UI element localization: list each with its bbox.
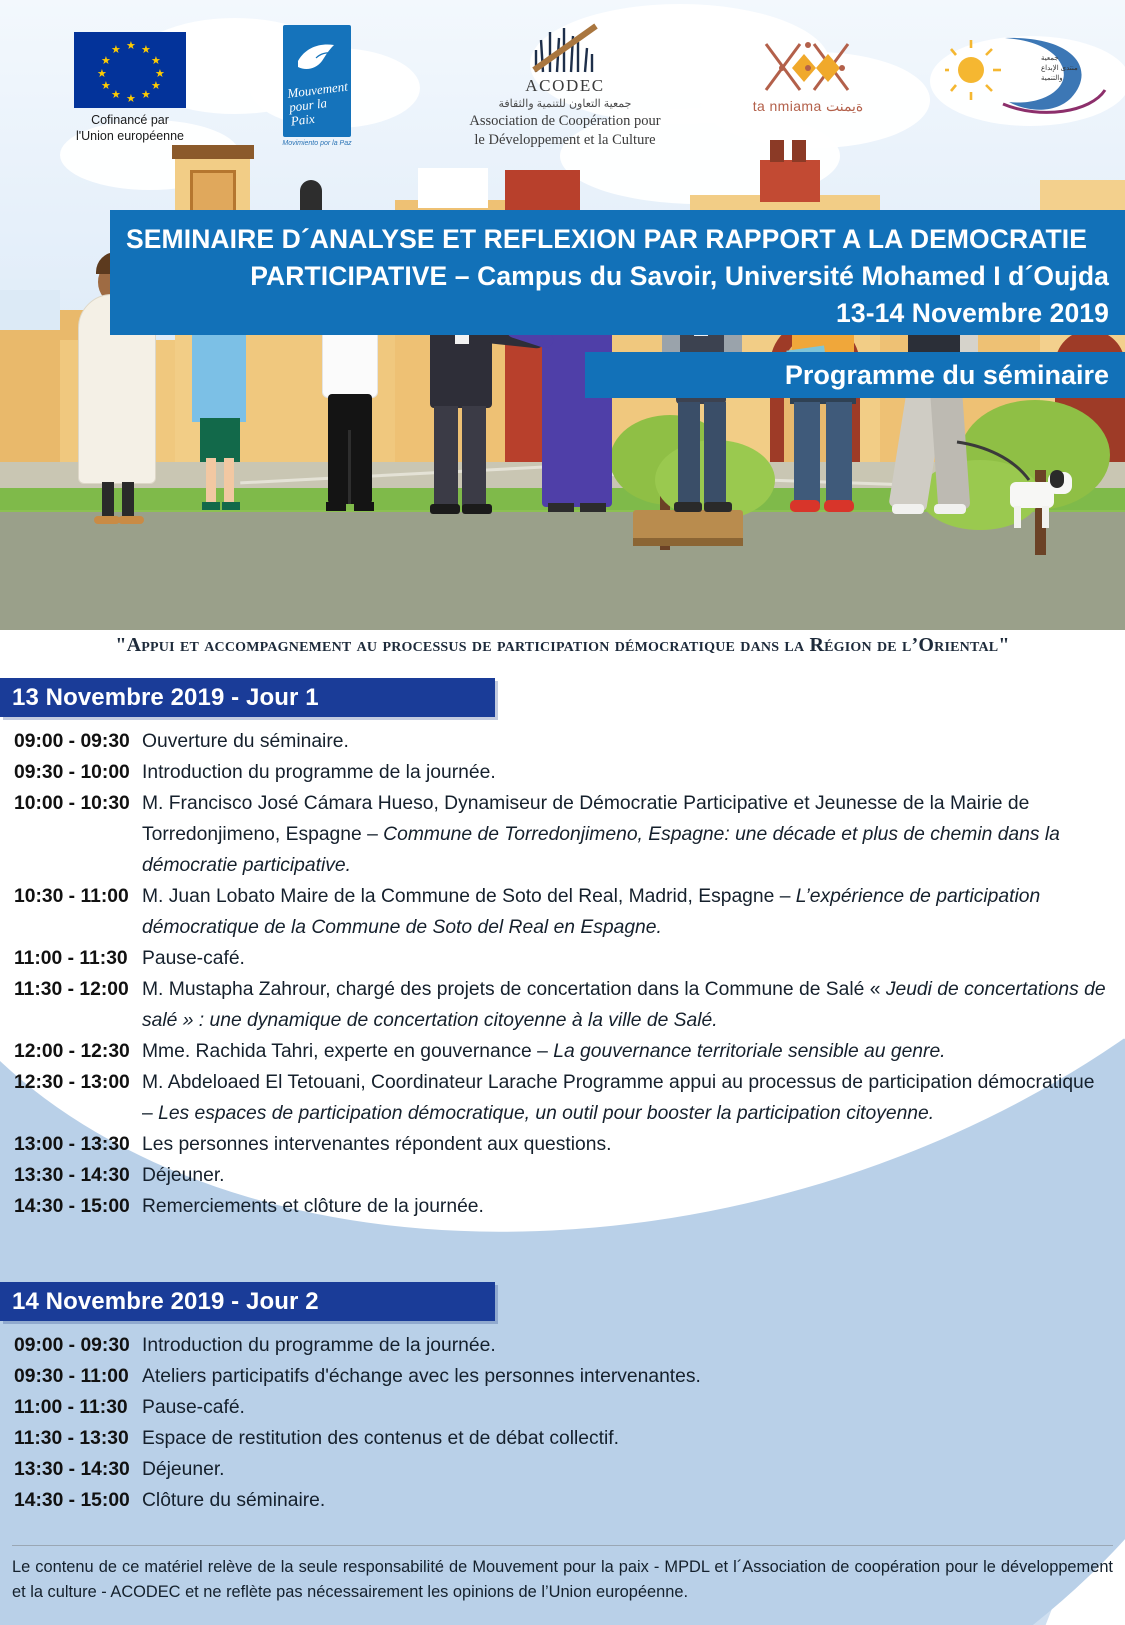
title-line-2: PARTICIPATIVE – Campus du Savoir, Université Mohamed I d´Oujda [250,261,1109,291]
schedule-row [0,788,1125,881]
bench [633,510,743,540]
schedule-time: 09:30 - 10:00 [14,762,130,783]
schedule-row [0,1129,1125,1160]
day2-heading-text: 14 Novembre 2019 - Jour 2 [12,1287,319,1315]
schedule-row [0,757,1125,788]
hero-illustration [0,0,1125,630]
schedule-row [0,1392,1125,1423]
schedule-time: 09:00 - 09:30 [14,1335,130,1356]
schedule-row [0,881,1125,943]
schedule-description [142,1067,1107,1129]
day1-rows [0,726,1125,1222]
schedule-time: 11:30 - 12:00 [14,979,129,1000]
schedule-time: 13:00 - 13:30 [14,1134,130,1155]
schedule-description [142,1330,1107,1361]
mpdl-logo [277,25,357,147]
schedule-row [0,1423,1125,1454]
mpdl-line1: Mouvement [286,78,349,101]
partner-logos [0,0,1125,170]
foreground-pavement [0,512,1125,630]
schedule-description-plain: Pause-café. [142,948,245,969]
schedule-description [142,1129,1107,1160]
day1-heading-text: 13 Novembre 2019 - Jour 1 [12,683,319,711]
title-line-1: SEMINAIRE D´ANALYSE ET REFLEXION PAR RAPPORT A LA DEMOCRATIE [126,224,1088,254]
schedule-time: 13:30 - 14:30 [14,1459,130,1480]
schedule-description-plain: M. Juan Lobato Maire de la Commune de Soto del Real, Madrid, Espagne – [142,886,796,907]
schedule-description-plain: Clôture du séminaire. [142,1490,326,1511]
dog-leash-icon [955,440,1045,490]
ong-logo [915,28,1095,120]
schedule-description-plain: Ouverture du séminaire. [142,731,349,752]
schedule-description [142,1423,1107,1454]
day1-header [0,678,495,717]
schedule-row [0,1330,1125,1361]
schedule-description-plain: M. Francisco José Cámara Hueso, Dynamiseur de Démocratie Participative et Jeunesse de la Mairie de Torredonjimeno, Espagne – [142,793,1030,845]
schedule-time: 13:30 - 14:30 [14,1165,130,1186]
schedule-description-plain: Remerciements et clôture de la journée. [142,1196,484,1217]
schedule-row [0,726,1125,757]
acodec-name: ACODEC [525,76,605,95]
schedule-description-plain: Ateliers participatifs d'échange avec les personnes intervenantes. [142,1366,701,1387]
schedule-time: 10:00 - 10:30 [14,793,130,814]
schedule-time: 11:30 - 13:30 [14,1428,129,1449]
tanmia-diamonds-icon [756,38,860,96]
schedule-row [0,1160,1125,1191]
mpdl-subline: Movimiento por la Paz [282,140,352,147]
schedule-time: 14:30 - 15:00 [14,1196,130,1217]
schedule-time: 11:00 - 11:30 [14,948,128,969]
window [300,180,322,214]
schedule-description [142,943,1107,974]
eu-logo-caption-line2: l'Union européenne [75,128,185,143]
schedule-row [0,974,1125,1036]
schedule-time: 12:30 - 13:00 [14,1072,130,1093]
tanmia-text: ta nmiama ةيمنت [752,98,864,114]
schedule-section [0,630,1125,1625]
schedule-description-plain: M. Mustapha Zahrour, chargé des projets de concertation dans la Commune de Salé « [142,979,886,1000]
schedule-row [0,1361,1125,1392]
acodec-subtitle-line1: Association de Coopération pour [469,113,661,129]
schedule-time: 14:30 - 15:00 [14,1490,130,1511]
schedule-description-plain: Introduction du programme de la journée. [142,1335,496,1356]
svg-text:منتدى الإبداع: منتدى الإبداع [1041,65,1078,72]
schedule-description [142,788,1107,881]
schedule-description-italic: Jeudi de concertations de salé » : une dynamique de concertation citoyenne à la ville de Salé. [142,979,1106,1031]
svg-text:جمعية: جمعية [1041,55,1059,62]
schedule-time: 10:30 - 11:00 [14,886,129,907]
schedule-row [0,943,1125,974]
schedule-description [142,1160,1107,1191]
acodec-reeds-icon [520,22,610,74]
schedule-description-plain: Introduction du programme de la journée. [142,762,496,783]
schedule-row [0,1191,1125,1222]
schedule-row [0,1454,1125,1485]
seminar-title-banner [110,210,1125,335]
schedule-description [142,974,1107,1036]
schedule-row [0,1067,1125,1129]
schedule-description-italic: L’expérience de participation démocratique de la Commune de Soto del Real en Espagne. [142,886,1041,938]
schedule-description [142,881,1107,943]
acodec-arabic: جمعية التعاون للتنمية والثقافة [498,98,632,110]
schedule-description-italic: Commune de Torredonjimeno, Espagne: une décade et plus de chemin dans la démocratie participative. [142,824,1060,876]
building-top [418,168,488,208]
schedule-description [142,1036,1107,1067]
schedule-description-plain: Déjeuner. [142,1165,225,1186]
schedule-description-plain: Pause-café. [142,1397,245,1418]
day2-rows [0,1330,1125,1516]
sun-crescent-icon [945,28,1078,120]
schedule-description [142,757,1107,788]
schedule-description-plain: Les personnes intervenantes répondent aux questions. [142,1134,612,1155]
title-line-3-dates: 13-14 Novembre 2019 [836,298,1109,328]
tanmia-logo [718,38,898,115]
schedule-row [0,1485,1125,1516]
schedule-description [142,1191,1107,1222]
footer-divider [12,1545,1113,1546]
eu-logo [45,32,215,144]
schedule-description-plain: Mme. Rachida Tahri, experte en gouvernance – [142,1041,554,1062]
schedule-time: 12:00 - 12:30 [14,1041,130,1062]
acodec-subtitle-line2: le Développement et la Culture [474,132,656,149]
eu-flag-icon: ★ ★ ★ ★ ★ ★ ★ ★ ★ ★ ★ ★ [74,32,186,108]
schedule-description [142,726,1107,757]
schedule-description-plain: Espace de restitution des contenus et de débat collectif. [142,1428,619,1449]
schedule-description-plain: Déjeuner. [142,1459,225,1480]
schedule-row [0,1036,1125,1067]
day2-header [0,1282,495,1321]
programme-label: Programme du séminaire [784,359,1109,390]
schedule-description [142,1361,1107,1392]
svg-text:والتنمية: والتنمية [1041,75,1063,82]
schedule-description [142,1485,1107,1516]
schedule-time: 09:00 - 09:30 [14,731,130,752]
seminar-subtitle: "Appui et accompagnement au processus de participation démocratique dans la Région de l’Oriental" [115,634,1010,656]
mpdl-line2: pour la Paix [288,95,328,129]
eu-logo-caption-line1: Cofinancé par [91,113,169,127]
building [0,290,60,330]
schedule-time: 09:30 - 11:00 [14,1366,129,1387]
schedule-description-italic: Les espaces de participation démocratique, un outil pour booster la participation citoyenne. [158,1103,935,1124]
schedule-description-plain: M. Abdeloaed El Tetouani, Coordinateur Larache Programme appui au processus de participation démocratique – [142,1072,1095,1124]
dove-icon [294,41,340,75]
schedule-time: 11:00 - 11:30 [14,1397,128,1418]
schedule-description-italic: La gouvernance territoriale sensible au genre. [553,1041,946,1062]
footer-disclaimer: Le contenu de ce matériel relève de la seule responsabilité de Mouvement pour la paix - MPDL et l´Association de coopération pour le développement et la culture - ACODEC et ne reflète pas nécessairement les opinions de l’Union européenne. [12,1558,1113,1601]
schedule-description [142,1392,1107,1423]
schedule-description [142,1454,1107,1485]
acodec-logo [405,22,725,150]
bench-seat [633,538,743,546]
programme-banner [585,352,1125,398]
